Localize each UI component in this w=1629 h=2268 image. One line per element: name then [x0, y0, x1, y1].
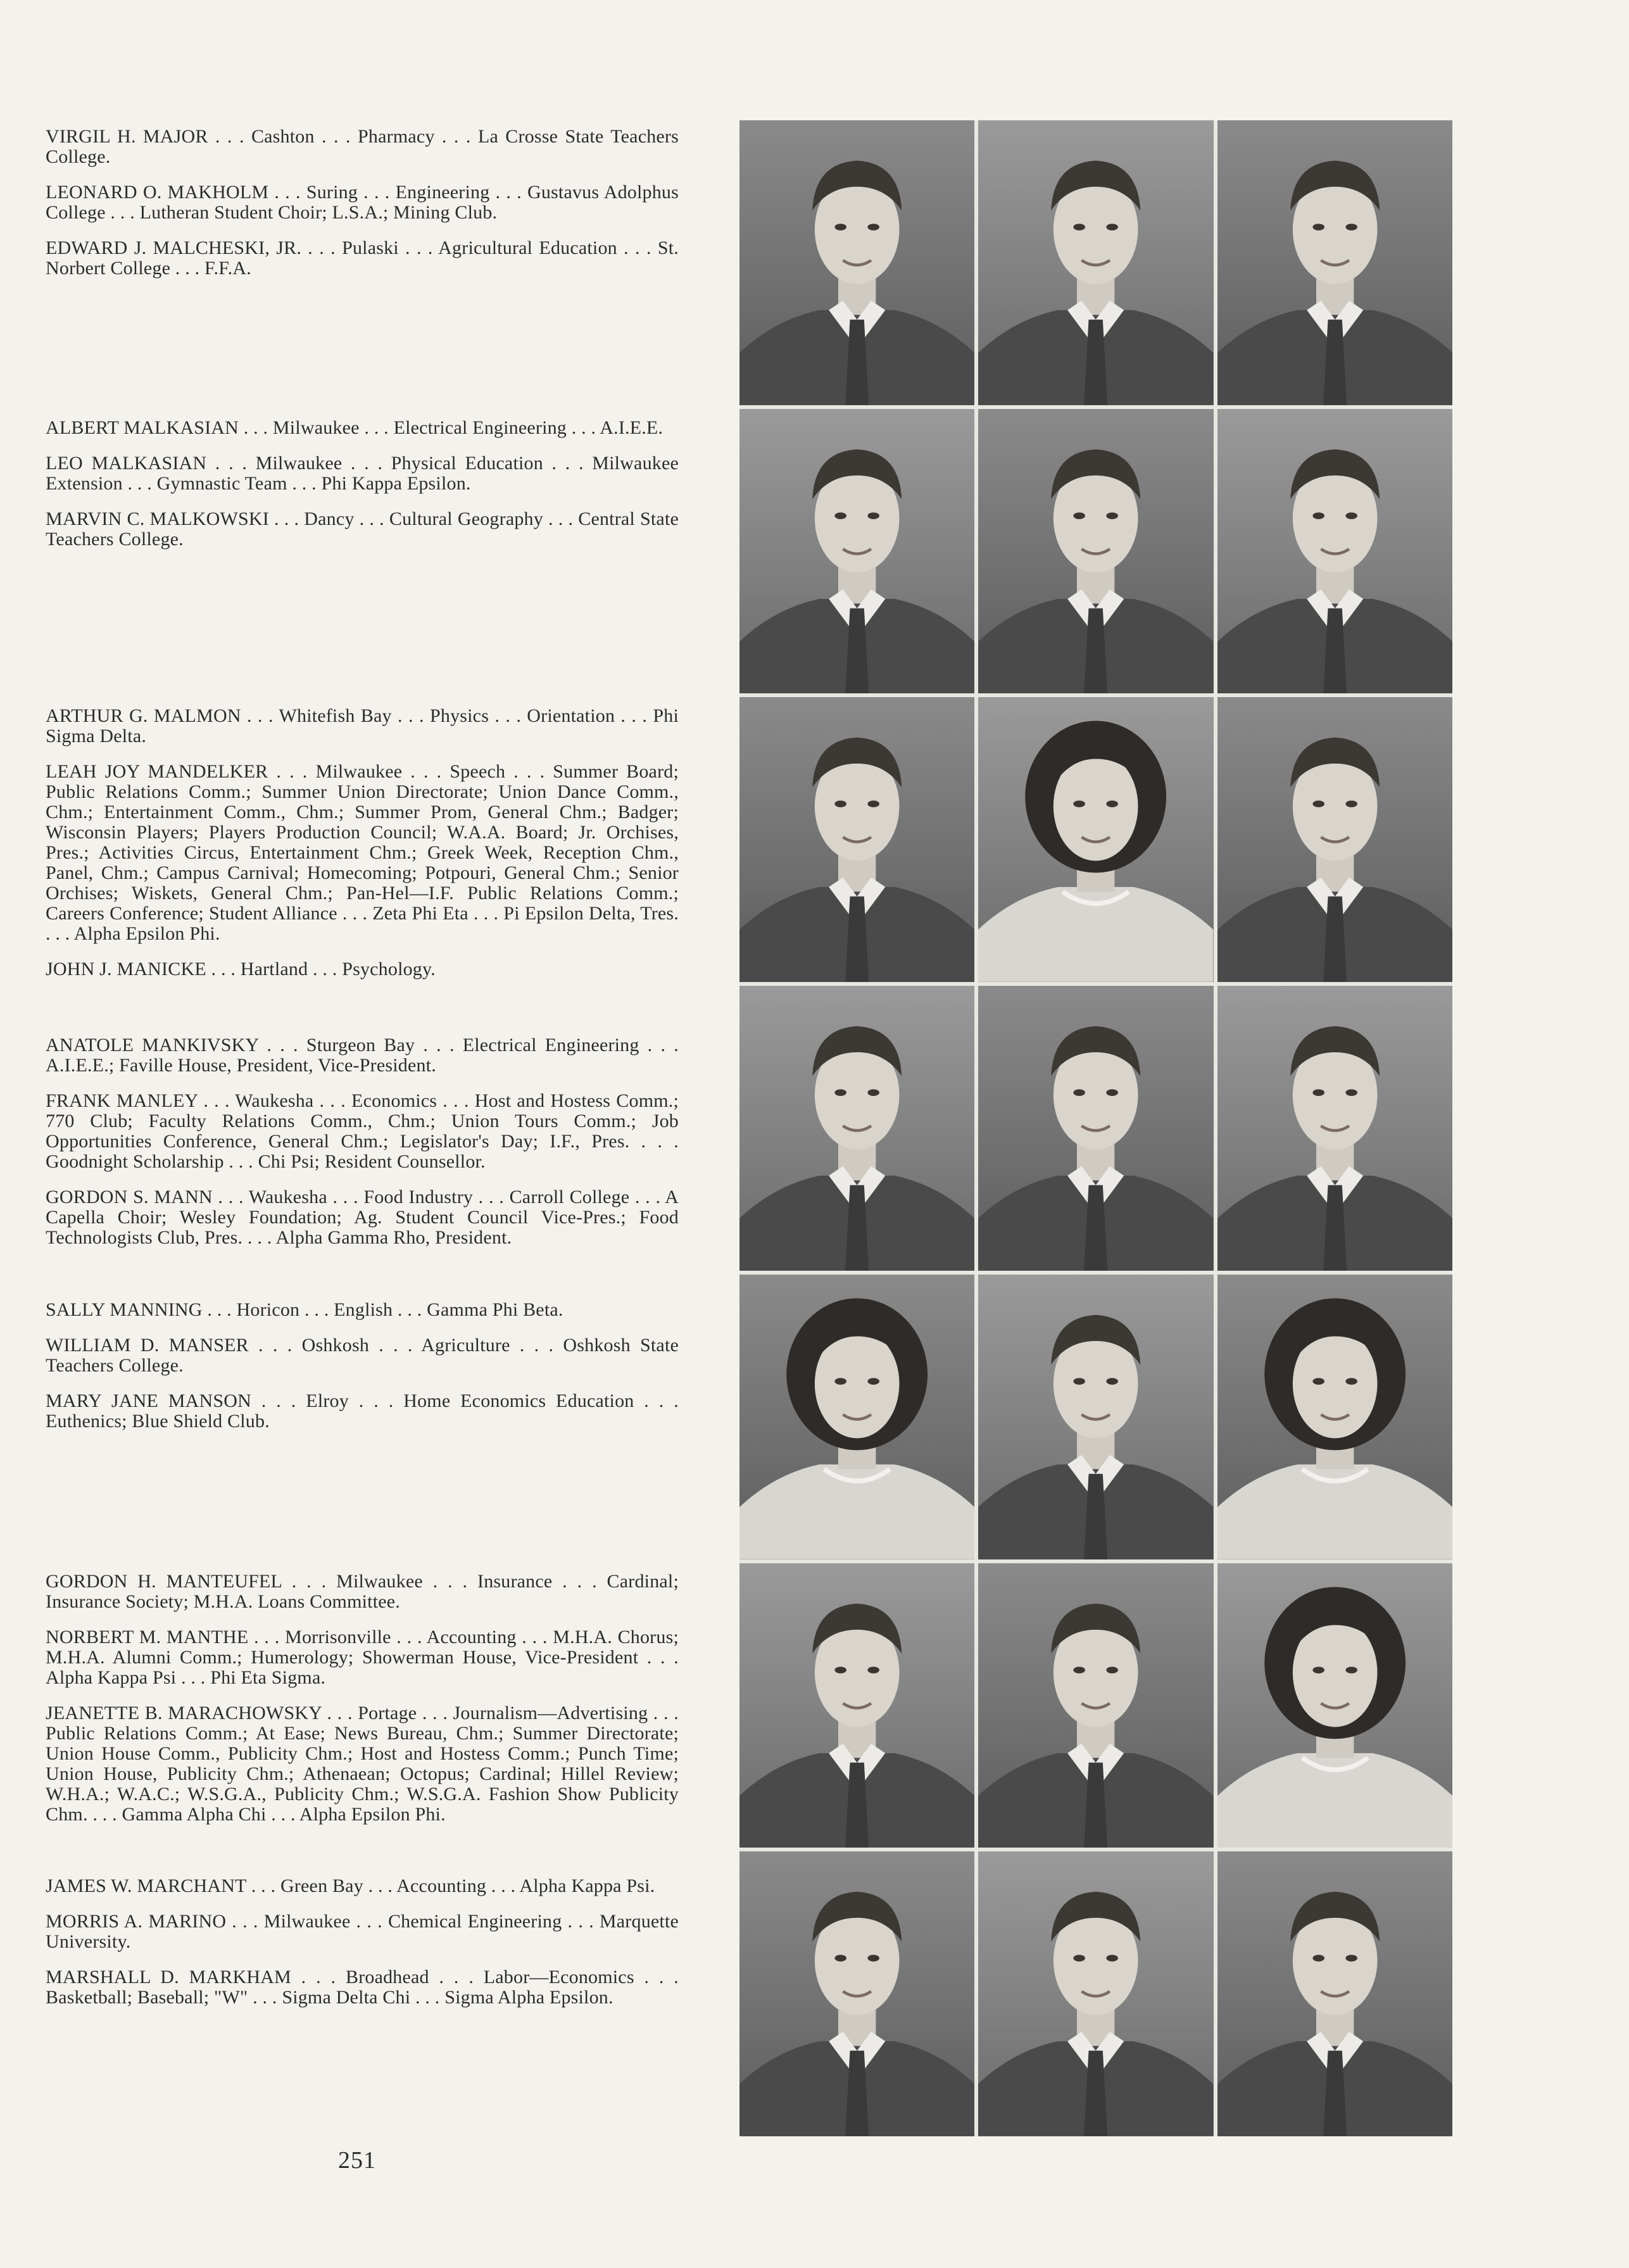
student-entry: MARSHALL D. MARKHAM . . . Broadhead . . . Labor—Economics . . . Basketball; Baseball; "W" . . . Sigma Delta Chi . . . Sigma Alpha Epsilon. [46, 1967, 679, 2008]
student-entry: SALLY MANNING . . . Horicon . . . English . . . Gamma Phi Beta. [46, 1299, 563, 1320]
student-entry: FRANK MANLEY . . . Waukesha . . . Economics . . . Host and Hostess Comm.; 770 Club; Faculty Relations Comm., Chm.; Union Tours Comm.; Job Opportunities Conference, General Chm.; Legislator's Day; I.F., Pres. . . . Goodnight Scholarship . . . Chi Psi; Resident Counsellor. [46, 1090, 679, 1172]
student-portrait [978, 986, 1213, 1271]
student-entry: JAMES W. MARCHANT . . . Green Bay . . . Accounting . . . Alpha Kappa Psi. [46, 1875, 655, 1896]
student-portrait [739, 986, 974, 1271]
entry-group-5 [46, 1300, 679, 1447]
student-entry: GORDON S. MANN . . . Waukesha . . . Food Industry . . . Carroll College . . . A Capella Choir; Wesley Foundation; Ag. Student Council Vice-Pres.; Food Technologists Club, Pres. . . . Alpha Gamma Rho, President. [46, 1187, 679, 1248]
portrait-grid [739, 120, 1452, 2136]
student-portrait [978, 1563, 1213, 1848]
student-portrait [978, 409, 1213, 694]
student-entry: GORDON H. MANTEUFEL . . . Milwaukee . . . Insurance . . . Cardinal; Insurance Society; M.H.A. Loans Committee. [46, 1571, 679, 1612]
student-entry: ANATOLE MANKIVSKY . . . Sturgeon Bay . . . Electrical Engineering . . . A.I.E.E.; Faville House, President, Vice-President. [46, 1035, 679, 1076]
entry-group-7 [46, 1876, 679, 2023]
student-portrait [1217, 697, 1452, 982]
student-entry: EDWARD J. MALCHESKI, JR. . . . Pulaski . . . Agricultural Education . . . St. Norbert College . . . F.F.A. [46, 237, 679, 279]
student-portrait [978, 697, 1213, 982]
page-number: 251 [338, 2147, 376, 2174]
student-entry: ARTHUR G. MALMON . . . Whitefish Bay . . . Physics . . . Orientation . . . Phi Sigma Delta. [46, 705, 679, 747]
student-portrait [739, 409, 974, 694]
entry-group-6 [46, 1572, 679, 1840]
student-entry: JOHN J. MANICKE . . . Hartland . . . Psychology. [46, 959, 436, 980]
student-entry: MARY JANE MANSON . . . Elroy . . . Home Economics Education . . . Euthenics; Blue Shield Club. [46, 1390, 679, 1432]
student-entry: JEANETTE B. MARACHOWSKY . . . Portage . . . Journalism—Advertising . . . Public Relations Comm.; At Ease; News Bureau, Chm.; Summer Directorate; Union House Comm., Publicity Chm.; Host and Hostess Comm.; Punch Time; Union House, Publicity Chm.; Athenaean; Octopus; Cardinal; Hillel Review; W.H.A.; W.A.C.; W.S.G.A., Publicity Chm.; W.S.G.A. Fashion Show Publicity Chm. . . . Gamma Alpha Chi . . . Alpha Epsilon Phi. [46, 1703, 679, 1825]
entry-group-4 [46, 1035, 679, 1263]
student-entry: WILLIAM D. MANSER . . . Oshkosh . . . Agriculture . . . Oshkosh State Teachers College. [46, 1335, 679, 1376]
student-portrait [1217, 409, 1452, 694]
student-entry: LEONARD O. MAKHOLM . . . Suring . . . Engineering . . . Gustavus Adolphus College . . . Lutheran Student Choir; L.S.A.; Mining Club. [46, 182, 679, 223]
student-portrait [739, 1851, 974, 2136]
student-entry: MARVIN C. MALKOWSKI . . . Dancy . . . Cultural Geography . . . Central State Teachers College. [46, 508, 679, 550]
student-portrait [1217, 1275, 1452, 1559]
student-portrait [1217, 986, 1452, 1271]
student-entry: LEAH JOY MANDELKER . . . Milwaukee . . . Speech . . . Summer Board; Public Relations Comm.; Summer Union Directorate; Union Dance Comm., Chm.; Entertainment Comm., Chm.; Summer Prom, General Chm.; Badger; Wisconsin Players; Players Production Council; W.A.A. Board; Jr. Orchises, Pres.; Activities Circus, Entertainment Chm.; Greek Week, Reception Chm., Panel, Chm.; Campus Carnival; Homecoming; Potpouri, General Chm.; Senior Orchises; Wiskets, General Chm.; Pan-Hel—I.F. Public Relations Comm.; Careers Conference; Student Alliance . . . Zeta Phi Eta . . . Pi Epsilon Delta, Tres. . . . Alpha Epsilon Phi. [46, 761, 679, 944]
student-entry: NORBERT M. MANTHE . . . Morrisonville . . . Accounting . . . M.H.A. Chorus; M.H.A. Alumni Comm.; Humerology; Showerman House, Vice-President . . . Alpha Kappa Psi . . . Phi Eta Sigma. [46, 1627, 679, 1688]
student-entry: ALBERT MALKASIAN . . . Milwaukee . . . Electrical Engineering . . . A.I.E.E. [46, 417, 664, 438]
entry-group-1 [46, 127, 679, 294]
student-portrait [978, 1275, 1213, 1559]
student-portrait [739, 1563, 974, 1848]
student-portrait [739, 120, 974, 405]
student-entry: LEO MALKASIAN . . . Milwaukee . . . Physical Education . . . Milwaukee Extension . . . Gymnastic Team . . . Phi Kappa Epsilon. [46, 453, 679, 494]
student-portrait [1217, 1563, 1452, 1848]
entry-group-2 [46, 418, 679, 565]
entry-group-3 [46, 706, 679, 995]
student-entry: MORRIS A. MARINO . . . Milwaukee . . . Chemical Engineering . . . Marquette University. [46, 1911, 679, 1952]
student-portrait [1217, 120, 1452, 405]
student-entry: VIRGIL H. MAJOR . . . Cashton . . . Pharmacy . . . La Crosse State Teachers College. [46, 126, 679, 167]
student-portrait [1217, 1851, 1452, 2136]
student-portrait [739, 697, 974, 982]
student-portrait [739, 1275, 974, 1559]
student-portrait [978, 1851, 1213, 2136]
student-portrait [978, 120, 1213, 405]
